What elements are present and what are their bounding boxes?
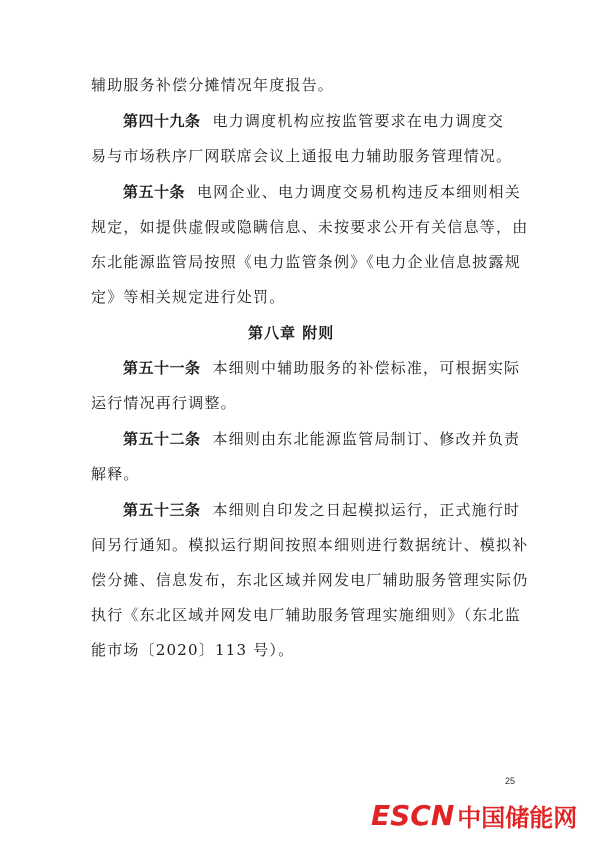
paragraph-line [91,639,294,661]
page-number: 25 [505,776,516,786]
watermark-chinese: 中国储能网 [457,803,578,832]
line-text: 东北能源监管局按照《电力监管条例》《电力企业信息披露规 [91,253,521,271]
paragraph-line [91,286,285,308]
line-text: 电网企业、电力调度交易机构违反本细则相关 [196,183,521,201]
paragraph-line [91,74,334,96]
line-text: 间另行通知。模拟运行期间按照本细则进行数据统计、模拟补 [91,536,529,554]
article-number: 第五十一条 [123,359,201,377]
article-50-line [123,181,521,203]
paragraph-line [91,251,521,273]
line-text: 能市场〔2020〕113 号）。 [91,641,295,659]
line-text: 偿分摊、信息发布，东北区域并网发电厂辅助服务管理实际仍 [91,571,529,589]
line-text: 辅助服务补偿分摊情况年度报告。 [91,76,335,94]
paragraph-line [91,534,528,556]
paragraph-line [91,463,140,485]
line-text: 执行《东北区域并网发电厂辅助服务管理实施细则》（东北监 [91,606,521,624]
article-53-line [123,499,520,521]
article-number: 第五十三条 [123,501,201,519]
chapter-title: 第八章 附则 [248,324,335,342]
line-text: 运行情况再行调整。 [91,394,237,412]
article-49-line [123,110,504,132]
line-text: 电力调度机构应按监管要求在电力调度交 [212,112,505,130]
article-number: 第五十二条 [123,430,201,448]
paragraph-line [91,604,521,626]
paragraph-line [91,216,528,238]
paragraph-line [91,145,512,167]
escn-logo-watermark [371,798,577,832]
line-text: 解释。 [91,465,140,483]
line-text: 本细则由东北能源监管局制订、修改并负责 [212,430,521,448]
line-text: 规定，如提供虚假或隐瞒信息、未按要求公开有关信息等，由 [91,218,529,236]
line-text: 定》等相关规定进行处罚。 [91,288,286,306]
watermark-latin: ESCN [371,798,455,832]
line-text: 本细则中辅助服务的补偿标准，可根据实际 [212,359,521,377]
line-text: 本细则自印发之日起模拟运行，正式施行时 [212,501,521,519]
article-number: 第四十九条 [123,112,201,130]
line-text: 易与市场秩序厂网联席会议上通报电力辅助服务管理情况。 [91,147,513,165]
chapter-heading [248,322,334,344]
paragraph-line [91,392,237,414]
paragraph-line [91,569,528,591]
article-51-line [123,357,520,379]
article-number: 第五十条 [123,183,186,201]
article-52-line [123,428,520,450]
